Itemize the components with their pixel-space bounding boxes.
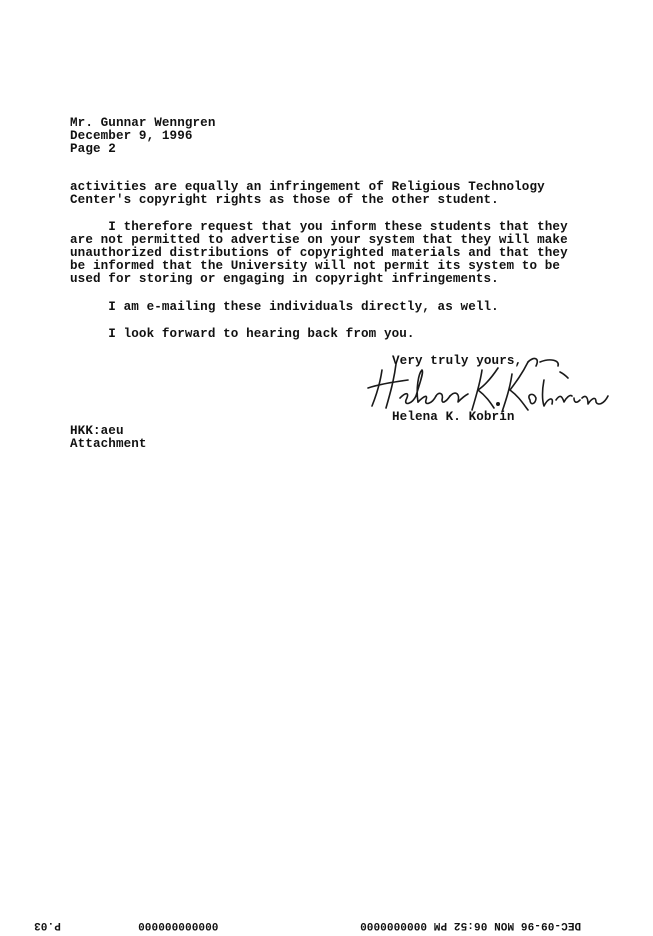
paragraph-2-line-4: be informed that the University will not permit its system to be [70, 259, 561, 273]
paragraph-2-line-5: used for storing or engaging in copyright infringements. [70, 272, 499, 286]
salutation: Very truly yours, [392, 354, 523, 368]
recipient-name: Mr. Gunnar Wenngren [70, 116, 216, 130]
typist-initials: HKK:aeu [70, 424, 124, 438]
signer-name: Helena K. Kobrin [392, 410, 515, 424]
paragraph-2-line-3: unauthorized distributions of copyrighted materials and that they [70, 246, 568, 260]
paragraph-2-line-2: are not permitted to advertise on your system that they will make [70, 233, 568, 247]
paragraph-2-line-1: I therefore request that you inform these students that they [70, 220, 568, 234]
enclosure-note: Attachment [70, 437, 147, 451]
paragraph-1-line-2: Center's copyright rights as those of the other student. [70, 193, 499, 207]
paragraph-1-line-1: activities are equally an infringement of Religious Technology [70, 180, 545, 194]
paragraph-4: I look forward to hearing back from you. [70, 327, 415, 341]
letter-date: December 9, 1996 [70, 129, 193, 143]
fax-page-code: P.03 [34, 919, 61, 931]
page-number: Page 2 [70, 142, 116, 156]
fax-transmission-line: DEC-09-96 MON 06:52 PM 0000000000 [360, 919, 582, 931]
paragraph-3: I am e-mailing these individuals directly, as well. [70, 300, 499, 314]
fax-left-code: 000000000000 [138, 919, 219, 931]
